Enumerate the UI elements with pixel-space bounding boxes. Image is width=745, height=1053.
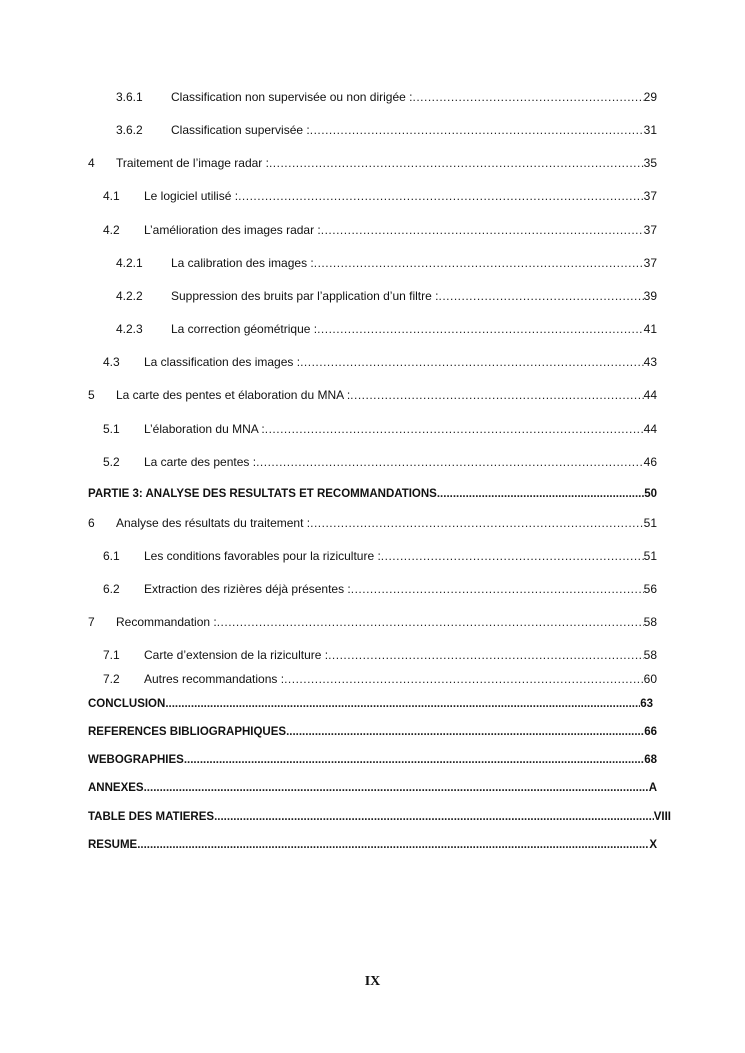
toc-entry-line xyxy=(171,288,657,304)
toc-entry-title: WEBOGRAPHIES xyxy=(88,754,184,766)
toc-entry-number: 3.6.2 xyxy=(116,123,143,137)
toc-entry-line xyxy=(144,222,657,238)
toc-entry-line xyxy=(116,614,657,630)
toc-entry-page: 35 xyxy=(643,156,657,170)
toc-entry-page: 31 xyxy=(643,123,657,137)
toc-entry-3-6-1[interactable] xyxy=(0,89,745,105)
toc-entry-number: 4.2.2 xyxy=(116,289,143,303)
toc-entry-4[interactable] xyxy=(0,155,745,171)
toc-entry-page: 58 xyxy=(643,648,657,662)
toc-entry-title: Les conditions favorables pour la riziculture : xyxy=(144,549,381,563)
toc-entry-title: Carte d’extension de la riziculture : xyxy=(144,648,329,662)
toc-entry-number: 7.1 xyxy=(103,648,120,662)
toc-entry-title: La correction géométrique : xyxy=(171,322,318,336)
dot-leader xyxy=(300,354,644,370)
toc-entry-line xyxy=(116,515,657,531)
toc-entry-line xyxy=(144,581,657,597)
toc-entry-number: 7.2 xyxy=(103,672,120,686)
dot-leader xyxy=(269,155,644,171)
dot-leader xyxy=(437,486,644,502)
toc-entry-number: 6.1 xyxy=(103,549,120,563)
toc-entry-number: 5 xyxy=(88,388,95,402)
toc-entry-line xyxy=(88,837,657,853)
toc-entry-4-2-2[interactable] xyxy=(0,288,745,304)
toc-entry-number: 4.1 xyxy=(103,189,120,203)
toc-entry-line xyxy=(88,696,653,712)
toc-entry-page: 66 xyxy=(644,726,657,738)
toc-entry-title: Extraction des rizières déjà présentes : xyxy=(144,582,351,596)
toc-entry-line xyxy=(144,188,657,204)
toc-entry-line xyxy=(144,454,657,470)
toc-entry-annexes[interactable] xyxy=(0,780,745,796)
page-number: IX xyxy=(364,974,381,989)
toc-entry-6[interactable] xyxy=(0,515,745,531)
toc-entry-title: Le logiciel utilisé : xyxy=(144,189,239,203)
toc-entry-number: 4.2.3 xyxy=(116,322,143,336)
toc-entry-number: 4.2 xyxy=(103,223,120,237)
toc-entry-resume[interactable] xyxy=(0,837,745,853)
toc-entry-6-2[interactable] xyxy=(0,581,745,597)
toc-entry-line xyxy=(144,647,657,663)
toc-entry-page: 44 xyxy=(643,422,657,436)
toc-entry-conclusion[interactable] xyxy=(0,696,745,712)
toc-entry-line xyxy=(144,421,657,437)
dot-leader xyxy=(165,696,640,712)
toc-entry-title: REFERENCES BIBLIOGRAPHIQUES xyxy=(88,726,287,738)
dot-leader xyxy=(256,454,644,470)
dot-leader xyxy=(214,809,654,825)
toc-entry-title: RESUME xyxy=(88,839,138,851)
toc-entry-page: 37 xyxy=(643,189,657,203)
toc-entry-6-1[interactable] xyxy=(0,548,745,564)
dot-leader xyxy=(350,387,643,403)
toc-entry-page: 56 xyxy=(643,582,657,596)
toc-entry-title: Classification non supervisée ou non dirigée : xyxy=(171,90,413,104)
toc-entry-title: La calibration des images : xyxy=(171,256,314,270)
dot-leader xyxy=(351,581,644,597)
toc-entry-number: 4.3 xyxy=(103,355,120,369)
toc-entry-line xyxy=(88,724,657,740)
toc-entry-title: L’amélioration des images radar : xyxy=(144,223,321,237)
toc-entry-page: 51 xyxy=(643,516,657,530)
toc-entry-title: Autres recommandations : xyxy=(144,672,285,686)
toc-entry-3-6-2[interactable] xyxy=(0,122,745,138)
toc-entry-page: 39 xyxy=(643,289,657,303)
toc-entry-7-1[interactable] xyxy=(0,647,745,663)
toc-entry-5[interactable] xyxy=(0,387,745,403)
toc-entry-page: 51 xyxy=(643,549,657,563)
toc-entry-page: A xyxy=(648,782,657,794)
toc-entry-5-2[interactable] xyxy=(0,454,745,470)
toc-entry-line xyxy=(88,780,657,796)
toc-entry-line xyxy=(116,387,657,403)
toc-entry-page: X xyxy=(649,839,657,851)
toc-entry-page: 41 xyxy=(643,322,657,336)
toc-entry-references[interactable] xyxy=(0,724,745,740)
toc-entry-number: 3.6.1 xyxy=(116,90,143,104)
toc-entry-table-des-matieres[interactable] xyxy=(0,809,745,825)
toc-entry-title: Classification supervisée : xyxy=(171,123,310,137)
dot-leader xyxy=(412,89,643,105)
toc-entry-line xyxy=(144,671,657,687)
toc-entry-line xyxy=(171,89,657,105)
toc-entry-number: 6.2 xyxy=(103,582,120,596)
dot-leader xyxy=(328,647,644,663)
toc-entry-7[interactable] xyxy=(0,614,745,630)
toc-entry-7-2[interactable] xyxy=(0,671,745,687)
toc-entry-number: 4 xyxy=(88,156,95,170)
dot-leader xyxy=(314,255,644,271)
toc-entry-page: 46 xyxy=(643,455,657,469)
toc-entry-number: 7 xyxy=(88,615,95,629)
toc-entry-webographies[interactable] xyxy=(0,752,745,768)
toc-entry-line xyxy=(116,155,657,171)
toc-entry-line xyxy=(171,122,657,138)
dot-leader xyxy=(184,752,644,768)
toc-entry-line xyxy=(171,321,657,337)
dot-leader xyxy=(238,188,644,204)
toc-entry-line xyxy=(171,255,657,271)
dot-leader xyxy=(265,421,644,437)
toc-entry-title: TABLE DES MATIERES xyxy=(88,811,215,823)
dot-leader xyxy=(310,122,644,138)
toc-entry-title: Recommandation : xyxy=(116,615,217,629)
toc-entry-title: Suppression des bruits par l’application d’un filtre : xyxy=(171,289,439,303)
toc-entry-page: 60 xyxy=(643,672,657,686)
toc-entry-page: 29 xyxy=(643,90,657,104)
toc-entry-title: Analyse des résultats du traitement : xyxy=(116,516,311,530)
dot-leader xyxy=(317,321,644,337)
toc-entry-page: 37 xyxy=(643,256,657,270)
dot-leader xyxy=(144,780,649,796)
toc-entry-title: CONCLUSION xyxy=(88,698,166,710)
toc-entry-title: La carte des pentes : xyxy=(144,455,257,469)
toc-entry-number: 4.2.1 xyxy=(116,256,143,270)
toc-entry-4-2[interactable] xyxy=(0,222,745,238)
toc-entry-4-2-3[interactable] xyxy=(0,321,745,337)
toc-entry-page: 43 xyxy=(643,355,657,369)
toc-entry-4-1[interactable] xyxy=(0,188,745,204)
dot-leader xyxy=(217,614,644,630)
dot-leader xyxy=(286,724,644,740)
toc-entry-title: PARTIE 3: ANALYSE DES RESULTATS ET RECOMMANDATIONS xyxy=(88,488,437,500)
toc-entry-title: La classification des images : xyxy=(144,355,301,369)
toc-entry-line xyxy=(88,486,657,502)
toc-entry-line xyxy=(88,752,657,768)
toc-entry-line xyxy=(144,354,657,370)
dot-leader xyxy=(137,837,649,853)
dot-leader xyxy=(438,288,643,304)
toc-entry-title: La carte des pentes et élaboration du MNA : xyxy=(116,388,351,402)
toc-entry-4-3[interactable] xyxy=(0,354,745,370)
dot-leader xyxy=(321,222,644,238)
dot-leader xyxy=(381,548,644,564)
toc-entry-5-1[interactable] xyxy=(0,421,745,437)
toc-entry-line xyxy=(144,548,657,564)
dot-leader xyxy=(310,515,644,531)
toc-entry-number: 5.1 xyxy=(103,422,120,436)
toc-entry-page: 44 xyxy=(643,388,657,402)
toc-entry-number: 6 xyxy=(88,516,95,530)
toc-entry-title: Traitement de l’image radar : xyxy=(116,156,269,170)
toc-entry-title: ANNEXES xyxy=(88,782,144,794)
toc-entry-title: L’élaboration du MNA : xyxy=(144,422,265,436)
toc-entry-page: 50 xyxy=(644,488,657,500)
dot-leader xyxy=(284,671,644,687)
toc-entry-number: 5.2 xyxy=(103,455,120,469)
toc-entry-page: VIII xyxy=(653,811,671,823)
toc-entry-line xyxy=(88,809,671,825)
toc-entry-page: 37 xyxy=(643,223,657,237)
toc-entry-partie-3[interactable] xyxy=(0,486,745,502)
toc-entry-4-2-1[interactable] xyxy=(0,255,745,271)
toc-entry-page: 68 xyxy=(644,754,657,766)
toc-entry-page: 63 xyxy=(640,698,653,710)
toc-entry-page: 58 xyxy=(643,615,657,629)
